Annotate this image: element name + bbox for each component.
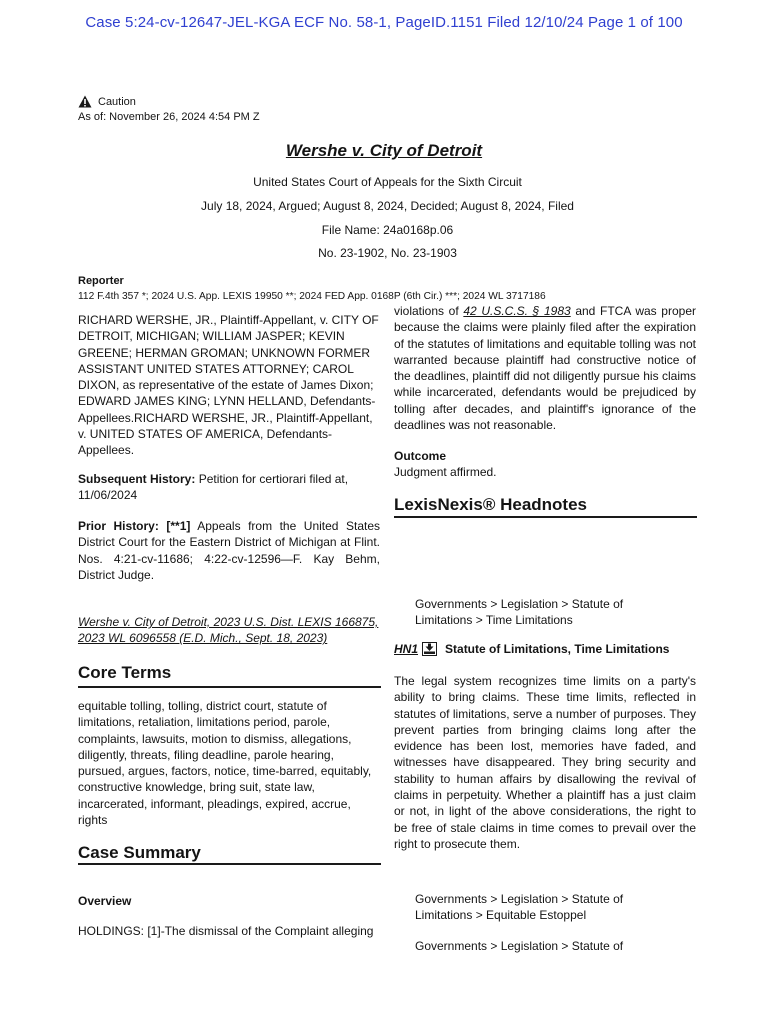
headnote-1-text: The legal system recognizes time limits on a party's ability to bring claims. These time limits, reflected in statutes of limitations, serve a number of purposes. They prevent parties from bringing claims long after the evidence has been lost, memories have faded, and witnesses have disappeared. They bring security and stability to human affairs by disallowing the revival of claims in perpetuity. Whether a plaintiff has a just claim or not, in light of the above considerations, the right to be free of stale claims in time comes to prevail over the right to prosecute them. <box>394 674 696 851</box>
court-name: United States Court of Appeals for the Sixth Circuit <box>253 175 522 189</box>
subsequent-history-label: Subsequent History: <box>78 472 196 486</box>
topic-path-equitable-estoppel[interactable] <box>415 891 675 923</box>
prior-history-label: Prior History: [**1] <box>78 519 191 533</box>
headnote-1-header <box>394 642 669 656</box>
topic-path-line: Governments > Legislation > Statute of <box>415 939 624 953</box>
case-dates: July 18, 2024, Argued; August 8, 2024, Decided; August 8, 2024, Filed <box>201 199 574 213</box>
parties-text: RICHARD WERSHE, JR., Plaintiff-Appellant, v. CITY OF DETROIT, MICHIGAN; WILLIAM JASPER; KEVIN GREENE; HERMAN GROMAN; UNKNOWN FORMER ASSISTANT UNITED STATES ATTORNEY; CAROL DIXON, as representative of the estate of James Dixon; EDWARD JAMES KING; LYNN HELLAND, Defendants-Appellees.RICHARD WERSHE, JR., Plaintiff-Appellant, v. UNITED STATES OF AMERICA, Defendants-Appellees. <box>78 313 379 458</box>
download-icon[interactable] <box>422 642 437 656</box>
core-terms-list: equitable tolling, tolling, district court, statute of limitations, retaliation, limitations period, parole, complaints, lawsuits, motion to dismiss, allegations, diligently, threats, filing deadline, parole hearing, pursued, argues, factors, notice, time-barred, equitably, constructive knowledge, bring suit, state law, incarcerated, informant, pleadings, expired, accrue, rights <box>78 699 372 828</box>
caution-indicator <box>78 95 136 108</box>
topic-path-time-limitations[interactable] <box>415 596 675 628</box>
reporter-label: Reporter <box>78 275 124 287</box>
ecf-header: Case 5:24-cv-12647-JEL-KGA ECF No. 58-1, PageID.1151 Filed 12/10/24 Page 1 of 100 <box>85 14 683 31</box>
case-summary-divider <box>78 863 381 865</box>
topic-path-line: Limitations > Time Limitations <box>415 613 573 627</box>
headnotes-divider <box>394 516 697 518</box>
hn1-link[interactable]: HN1 <box>394 642 419 656</box>
holdings-continuation-pre: violations of <box>394 304 464 318</box>
prior-history-citation-link[interactable]: Wershe v. City of Detroit, 2023 U.S. Dist. LEXIS 166875, 2023 WL 6096558 (E.D. Mich., Sept. 18, 2023) <box>78 615 379 646</box>
prior-history <box>78 518 380 583</box>
case-summary-heading: Case Summary <box>78 843 201 862</box>
topic-path-line: Limitations > Equitable Estoppel <box>415 908 587 922</box>
subsequent-history <box>78 471 380 504</box>
reporter-citation: 112 F.4th 357 *; 2024 U.S. App. LEXIS 19950 **; 2024 FED App. 0168P (6th Cir.) ***; 2024 WL 3717186 <box>78 291 546 302</box>
topic-path-line: Governments > Legislation > Statute of <box>415 597 624 611</box>
as-of-timestamp: As of: November 26, 2024 4:54 PM Z <box>78 111 260 123</box>
core-terms-heading: Core Terms <box>78 663 172 682</box>
case-title: Wershe v. City of Detroit <box>285 141 483 160</box>
statute-link[interactable]: 42 U.S.C.S. § 1983 <box>463 304 571 318</box>
subsequent-history-text: Petition for certiorari filed at, 11/06/2024 <box>78 472 349 503</box>
headnote-1-title: Statute of Limitations, Time Limitations <box>445 642 670 656</box>
core-terms-divider <box>78 686 381 688</box>
topic-path-statute-of-limitations[interactable] <box>415 938 675 954</box>
holdings-text: HOLDINGS: [1]-The dismissal of the Complaint alleging <box>78 924 374 938</box>
overview-heading: Overview <box>78 894 132 908</box>
headnotes-heading: LexisNexis® Headnotes <box>394 495 587 514</box>
topic-path-line: Governments > Legislation > Statute of <box>415 892 624 906</box>
warning-triangle-icon <box>78 95 92 108</box>
caution-label: Caution <box>98 95 136 108</box>
outcome-heading: Outcome <box>394 449 447 463</box>
docket-numbers: No. 23-1902, No. 23-1903 <box>318 246 457 260</box>
holdings-continuation <box>394 303 696 433</box>
outcome-text: Judgment affirmed. <box>394 465 497 479</box>
file-name: File Name: 24a0168p.06 <box>321 223 454 237</box>
holdings-continuation-post: and FTCA was proper because the claims were plainly filed after the expiration of the statutes of limitations and equitable tolling was not warranted because plaintiff had constructive notice of the deadlines, plaintiff did not diligently pursue his claims while incarcerated, defendants would be prejudiced by tolling after decades, and plaintiff's ignorance of the deadlines was not reasonable. <box>394 304 696 433</box>
prior-history-text: Appeals from the United States District Court for the Eastern District of Michigan at Flint. Nos. 4:21-cv-11686; 4:22-cv-12596—F. Kay Behm, District Judge. <box>78 519 380 582</box>
